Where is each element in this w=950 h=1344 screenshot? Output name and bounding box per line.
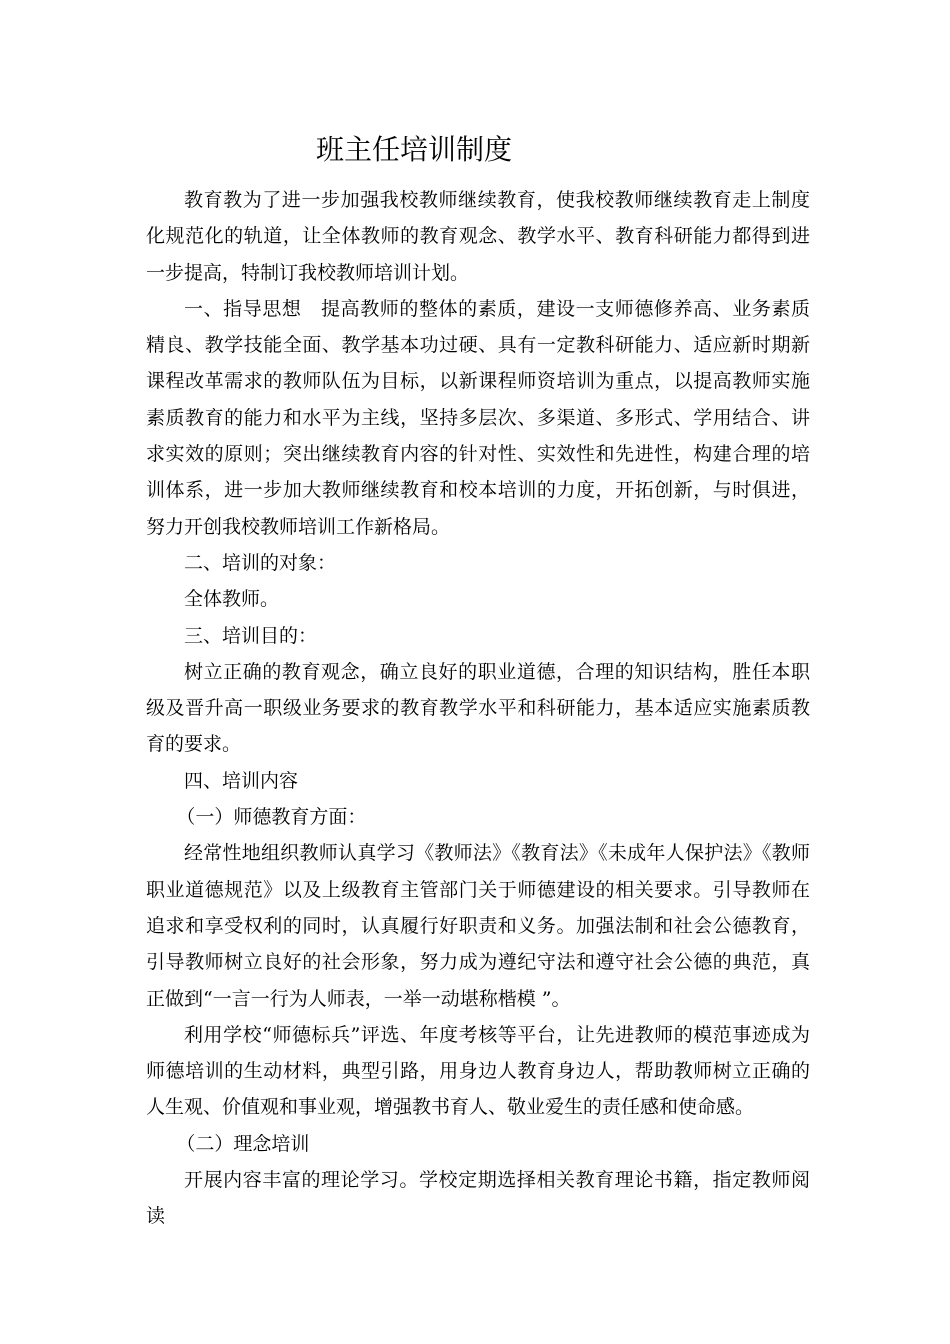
section-3-body: 树立正确的教育观念，确立良好的职业道德，合理的知识结构，胜任本职级及晋升高一职级业务要求的教育教学水平和科研能力，基本适应实施素质教育的要求。 — [146, 660, 810, 756]
section-2-heading: 二、培训的对象： — [184, 551, 337, 574]
subsection-1-heading: （一）师德教育方面： — [176, 806, 367, 829]
subsection-1-body-a: 经常性地组织教师认真学习《教师法》《教育法》《未成年人保护法》《教师职业道德规范》以及上级教育主管部门关于师德建设的相关要求。引导教师在追求和享受权利的同时，认真履行好职责和义务。加强法制和社会公德教育，引导教师树立良好的社会形象，努力成为遵纪守法和遵守社会公德的典范，真正做到“一言一行为人师表，一举一动堪称楷模 ”。 — [146, 842, 810, 1010]
section-2-body: 全体教师。 — [184, 588, 280, 611]
document-body — [146, 182, 810, 1235]
intro-paragraph: 教育教为了进一步加强我校教师继续教育，使我校教师继续教育走上制度化规范化的轨道，让全体教师的教育观念、教学水平、教育科研能力都得到进一步提高，特制订我校教师培训计划。 — [146, 189, 810, 284]
document-title: 班主任培训制度 — [316, 133, 513, 166]
section-4-heading: 四、培训内容 — [184, 769, 299, 792]
subsection-2-heading: （二）理念培训 — [176, 1132, 310, 1155]
subsection-2-body: 开展内容丰富的理论学习。学校定期选择相关教育理论书籍，指定教师阅读 — [146, 1169, 810, 1228]
section-3-heading: 三、培训目的： — [184, 624, 318, 647]
section-1-guiding-thought: 一、指导思想 提高教师的整体的素质，建设一支师德修养高、业务素质精良、教学技能全面、教学基本功过硬、具有一定教科研能力、适应新时期新课程改革需求的教师队伍为目标，以新课程师资培训为重点，以提高教师实施素质教育的能力和水平为主线，坚持多层次、多渠道、多形式、学用结合、讲求实效的原则；突出继续教育内容的针对性、实效性和先进性，构建合理的培训体系，进一步加大教师继续教育和校本培训的力度，开拓创新，与时俱进，努力开创我校教师培训工作新格局。 — [146, 297, 810, 538]
subsection-1-body-b: 利用学校“师德标兵”评选、年度考核等平台，让先进教师的模范事迹成为师德培训的生动材料，典型引路，用身边人教育身边人，帮助教师树立正确的人生观、价值观和事业观，增强教书育人、敬业爱生的责任感和使命感。 — [146, 1023, 810, 1119]
